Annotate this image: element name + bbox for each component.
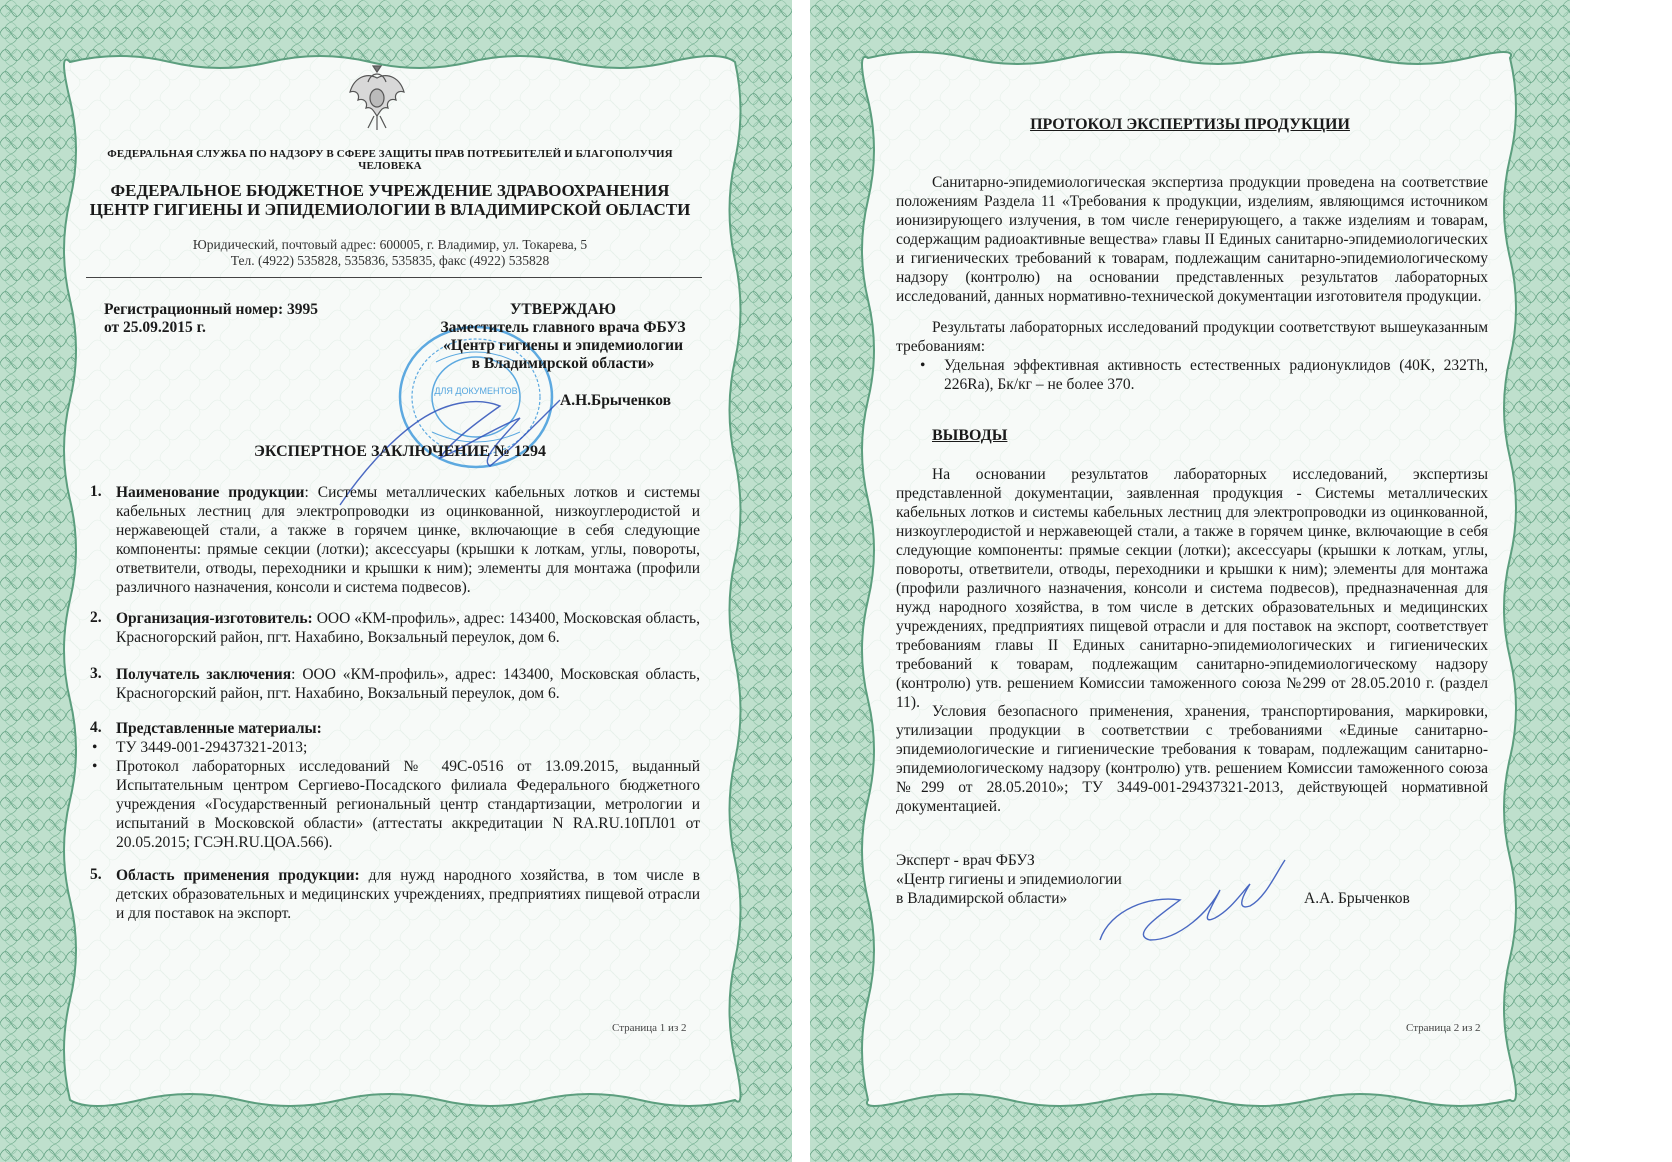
section-5-text: для нужд народного хозяйства, в том числе в детских образовательных и медицинских учреждениях, предприятиях пищевой отрасли и для поставок на экспорт. bbox=[116, 867, 700, 922]
list-item: • Удельная эффективная активность естественных радионуклидов (40K, 232Th, 226Ra), Бк/кг – не более 370. bbox=[920, 356, 1488, 394]
section-5-number: 5. bbox=[90, 866, 102, 883]
section-3-label: Получатель заключения bbox=[116, 666, 292, 683]
section-2-number: 2. bbox=[90, 609, 102, 626]
section-3-text: : ООО «КМ-профиль», адрес: 143400, Московская область, Красногорский район, пгт. Нахабино, Вокзальный переулок, дом 6. bbox=[116, 666, 700, 702]
approval-signatory-name: А.Н.Брыченков bbox=[560, 392, 671, 409]
coat-of-arms-emblem bbox=[346, 64, 408, 134]
agency-name: ФЕДЕРАЛЬНАЯ СЛУЖБА ПО НАДЗОРУ В СФЕРЕ ЗАЩИТЫ ПРАВ ПОТРЕБИТЕЛЕЙ И БЛАГОПОЛУЧИЯ ЧЕЛОВЕКА bbox=[107, 148, 673, 172]
registration-date: от 25.09.2015 г. bbox=[104, 319, 206, 336]
approval-org-line-2: в Владимирской области» bbox=[471, 355, 655, 372]
approval-org-line-1: «Центр гигиены и эпидемиологии bbox=[442, 337, 684, 354]
expert-org-line-2: в Владимирской области» bbox=[896, 890, 1068, 907]
section-5-label: Область применения продукции: bbox=[116, 867, 360, 884]
section-2-label: Организация-изготовитель: bbox=[116, 610, 313, 627]
section-4-label: Представленные материалы: bbox=[116, 720, 322, 737]
section-3-recipient bbox=[116, 665, 700, 703]
stamp-text: ДЛЯ ДОКУМЕНТОВ bbox=[434, 386, 518, 396]
certificate-page-1 bbox=[0, 0, 792, 1162]
section-2-text: ООО «КМ-профиль», адрес: 143400, Московская область, Красногорский район, пгт. Нахабино, Вокзальный переулок, дом 6. bbox=[116, 610, 700, 646]
conclusion-title: ЭКСПЕРТНОЕ ЗАКЛЮЧЕНИЕ № 1294 bbox=[254, 443, 546, 460]
protocol-title: ПРОТОКОЛ ЭКСПЕРТИЗЫ ПРОДУКЦИИ bbox=[1030, 116, 1350, 133]
certificate-page-2 bbox=[810, 0, 1570, 1162]
conclusions-title: ВЫВОДЫ bbox=[932, 427, 1008, 444]
section-1-label: Наименование продукции bbox=[116, 484, 305, 501]
organization-name-line-1: ФЕДЕРАЛЬНОЕ БЮДЖЕТНОЕ УЧРЕЖДЕНИЕ ЗДРАВООХРАНЕНИЯ bbox=[110, 181, 670, 200]
protocol-paragraph-1: Санитарно-эпидемиологическая экспертиза продукции проведена на соответствие положениям Раздела 11 «Требования к продукции, изделиям, являющимся источником ионизирующего излучения, в том числе генерирующего, а также изделиям и товарам, содержащим радиоактивные вещества» главы II Единых санитарно-эпидемиологических и гигиенических требований к товарам, подлежащим санитарно-эпидемиологическому надзору (контролю) на основании представленных результатов лабораторных исследований, данных нормативно-технической документации изготовителя продукции. bbox=[896, 174, 1488, 305]
registration-number: Регистрационный номер: 3995 bbox=[104, 301, 319, 318]
section-4-number: 4. bbox=[90, 719, 102, 736]
expert-org-line-1: «Центр гигиены и эпидемиологии bbox=[896, 871, 1122, 888]
conclusions-paragraph-1: На основании результатов лабораторных исследований, экспертизы представленной документации, заявленная продукция - Системы металлических кабельных лотков и системы кабельных лестниц для электропроводки из оцинкованной, низкоуглеродистой и нержавеющей стали, а также в горячем цинке, включающие в себя следующие компоненты: прямые секции (лотки); аксессуары (крышки к лоткам, углы, повороты, ответвители, отводы, переходники и крышки к ним); элементы для монтажа (профили различного назначения, консоли и система подвесов), предназначенная для нужд народного хозяйства, в том числе в детских образовательных и медицинских учреждениях, предприятиях пищевой отрасли и для поставок на экспорт, соответствует требованиям главы II Единых санитарно-эпидемиологических и гигиенических требований к товарам, подлежащим санитарно-эпидемиологическому надзору (контролю) утв. решением Комиссии таможенного союза №299 от 28.05.2010 г. (раздел 11). bbox=[896, 466, 1488, 711]
protocol-results-list bbox=[920, 356, 1488, 394]
list-item: • ТУ 3449-001-29437321-2013; bbox=[92, 738, 700, 757]
expert-name: А.А. Брыченков bbox=[1304, 890, 1410, 907]
approval-title: УТВЕРЖДАЮ bbox=[510, 301, 616, 318]
organization-address: Юридический, почтовый адрес: 600005, г. Владимир, ул. Токарева, 5 bbox=[192, 237, 588, 252]
list-item: • Протокол лабораторных исследований № 49С-0516 от 13.09.2015, выданный Испытательным центром Сергиево-Посадского филиала Федерального бюджетного учреждения «Государственный региональный центр стандартизации, метрологии и испытаний в Московской области» (аттестаты аккредитации N RA.RU.10ПЛ01 от 20.05.2015; ГСЭН.RU.ЦОА.566). bbox=[92, 757, 700, 852]
organization-phones: Тел. (4922) 535828, 535836, 535835, факс (4922) 535828 bbox=[230, 253, 550, 268]
expert-signature bbox=[1090, 840, 1290, 960]
section-3-number: 3. bbox=[90, 665, 102, 682]
page-number: Страница 2 из 2 bbox=[1406, 1022, 1481, 1034]
protocol-paragraph-2: Результаты лабораторных исследований продукции соответствуют вышеуказанным требованиям: bbox=[896, 319, 1488, 355]
conclusions-paragraph-2: Условия безопасного применения, хранения, транспортирования, маркировки, утилизации продукции в соответствии с требованиями «Единые санитарно-эпидемиологические и гигиенические требования к товарам, подлежащим санитарно-эпидемиологическому надзору (контролю) утв. решением Комиссии таможенного союза №299 от 28.05.2010»; ТУ 3449-001-29437321-2013, действующей нормативной документацией. bbox=[896, 703, 1488, 815]
organization-name-line-2: ЦЕНТР ГИГИЕНЫ И ЭПИДЕМИОЛОГИИ В ВЛАДИМИРСКОЙ ОБЛАСТИ bbox=[89, 200, 691, 219]
approval-position: Заместитель главного врача ФБУЗ bbox=[440, 319, 686, 336]
section-1-product-name bbox=[116, 483, 700, 597]
section-5-application-area bbox=[116, 866, 700, 923]
page-number: Страница 1 из 2 bbox=[612, 1022, 687, 1034]
header-divider bbox=[86, 277, 702, 278]
expert-position: Эксперт - врач ФБУЗ bbox=[896, 852, 1035, 869]
section-1-number: 1. bbox=[90, 483, 102, 500]
section-1-text: : Системы металлических кабельных лотков и системы кабельных лестниц для электропроводки из оцинкованной, низкоуглеродистой и нержавеющей стали, а также в горячем цинке, включающие в себя следующие компоненты: прямые секции (лотки); аксессуары (крышки к лоткам, углы, повороты, ответвители, отводы, переходники и крышки к ним); элементы для монтажа (профили различного назначения, консоли и система подвесов). bbox=[116, 484, 701, 596]
section-4-materials-list bbox=[92, 738, 700, 852]
section-2-manufacturer bbox=[116, 609, 700, 647]
